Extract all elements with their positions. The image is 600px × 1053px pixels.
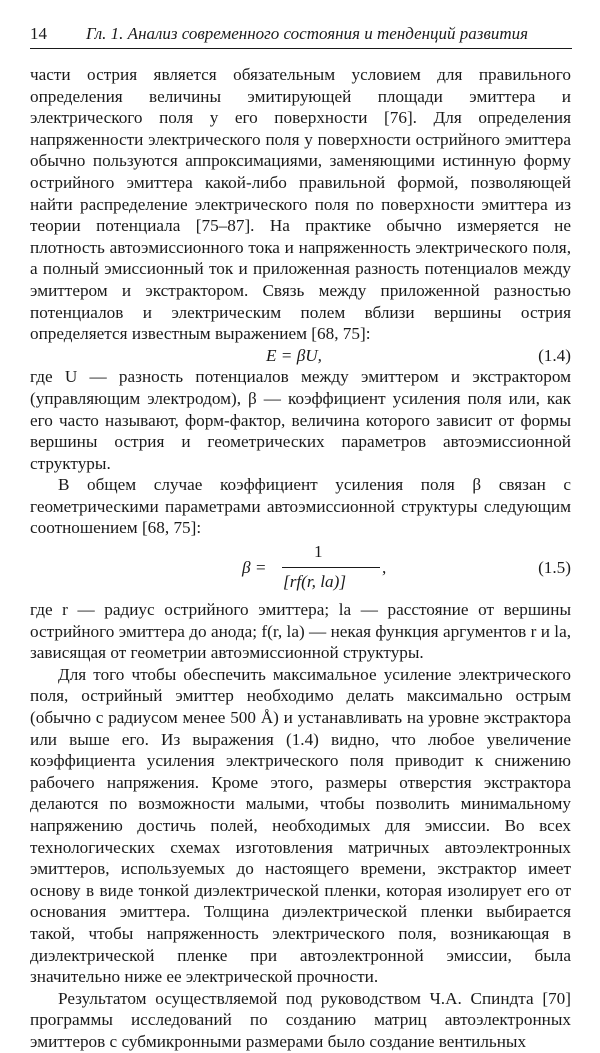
- equation-1-4-expression: E = βU,: [266, 345, 322, 365]
- page-number: 14: [30, 24, 47, 43]
- equation-1-4-number: (1.4): [538, 345, 571, 365]
- running-title: Гл. 1. Анализ современного состояния и тенденций развития: [86, 24, 528, 43]
- equation-1-5-comma: ,: [382, 558, 387, 578]
- paragraph-5: Для того чтобы обеспечить максимальное усиление электрического поля, острийный эмиттер необходимо делать максимально острым (обычно с радиусом менее 500 Å) и устанавливать на уровне экстрактора или выше его. Из выражения (1.4) видно, что любое увеличение коэффициента усиления электрического поля приводит к снижению рабочего напряжения. Кроме этого, размеры отверстия экстрактора делаются по возможности малыми, чтобы позволить минимальному напряжению достичь полей, необходимых для эмиссии. Во всех технологических схемах изготовления матричных автоэлектронных эмиттеров, используемых до настоящего времени, экстрактор имеет основу в виде тонкой диэлектрической пленки, которая изолирует его от основания эмиттера. Толщина диэлектрической пленки выбирается такой, чтобы напряженность электрического поля, возникающая в диэлектрической пленке при автоэлектронной эмиссии, была значительно ниже ее электрической прочности.: [30, 664, 571, 987]
- equation-1-5-lhs: β =: [242, 558, 267, 578]
- equation-1-5-fraction: [242, 541, 387, 597]
- paragraph-6: Результатом осуществляемой под руководством Ч.А. Спиндта [70] программы исследований по созданию матриц автоэлектронных эмиттеров с субмикронными размерами было создание вентильных: [30, 988, 571, 1051]
- page-header: [30, 22, 572, 49]
- paragraph-3: В общем случае коэффициент усиления поля β связан с геометрическими параметрами автоэмиссионной структуры следующим соотношением [68, 75]:: [30, 475, 571, 538]
- equation-1-5-denominator: [rf(r, la)]: [283, 572, 347, 592]
- paragraph-4: где r — радиус острийного эмиттера; la — расстояние от вершины острийного эмиттера до анода; f(r, la) — некая функция аргументов r и la, зависящая от геометрии автоэмиссионной структуры.: [30, 600, 571, 663]
- paragraph-1: части острия является обязательным условием для правильного определения величины эмитирующей площади эмиттера и электрического поля у его поверхности [76]. Для определения напряженности электрического поля у поверхности острийного эмиттера обычно пользуются аппроксимациями, заменяющими истинную форму острийного эмиттера какой-либо правильной формой, позволяющей найти распределение электрического поля по поверхности эмиттера из теории потенциала [75–87]. На практике обычно измеряется не плотность автоэмиссионного тока и напряженность электрического поля, а полный эмиссионный ток и приложенная разность потенциалов между эмиттером и экстрактором. Связь между приложенной разностью потенциалов и электрическим полем вблизи вершины острия определяется известным выражением [68, 75]:: [30, 65, 571, 344]
- equation-1-5-numerator: 1: [314, 542, 323, 562]
- equation-1-5-number: (1.5): [538, 558, 571, 578]
- paragraph-2: где U — разность потенциалов между эмиттером и экстрактором (управляющим электродом), β — коэффициент усиления поля или, как его часто называют, форм-фактор, величина которого зависит от формы вершины острия и геометрических параметров автоэмиссионной структуры.: [30, 367, 571, 473]
- equation-1-4: [30, 345, 571, 367]
- equation-1-5: [30, 541, 571, 597]
- body-text: [30, 64, 571, 1053]
- fraction-bar: [282, 567, 380, 568]
